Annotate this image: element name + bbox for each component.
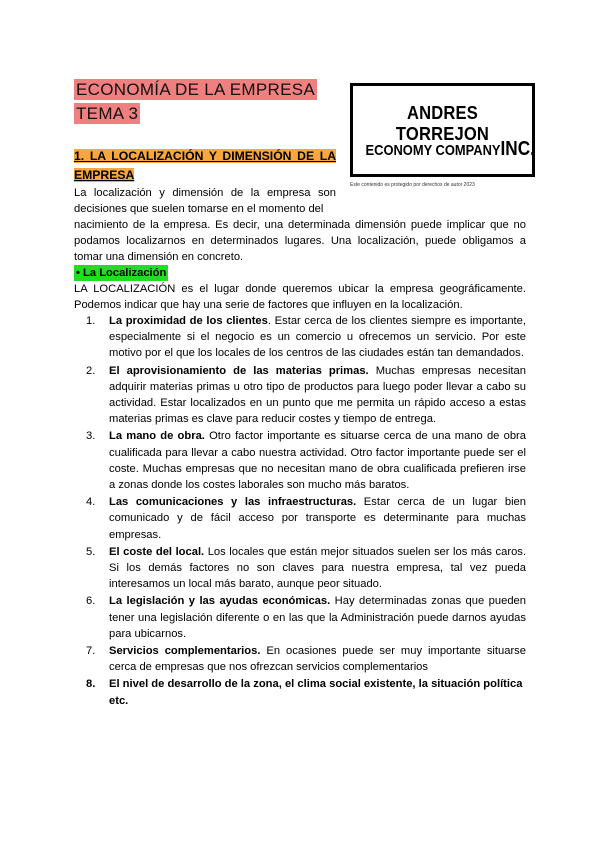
list-item: 3. La mano de obra. Otro factor importante es situarse cerca de una mano de obra cualificada para llevar a cabo nuestra actividad. Otro factor importante puede ser el coste. Muchas empresas que no necesitan mano de obra cualificada prefieren irse a zonas donde los costes laborales son mucho más baratos.	[86, 430, 526, 492]
logo-company	[365, 138, 535, 161]
list-item: 1. La proximidad de los clientes. Estar cerca de los clientes siempre es importante, especialmente si el negocio es un comercio u ofrecemos un servicio. Por este motivo por el que los locales de los centros de las ciudades están tan demandados.	[86, 315, 526, 360]
list-item: 2. El aprovisionamiento de las materias primas. Muchas empresas necesitan adquirir materias primas u otro tipo de productos para luego poder llevar a cabo su actividad. Estar localizados en un punto que me permita un rápido acceso a estas materias primas es clave para reducir costes y tiempo de entrega.	[86, 364, 526, 426]
intro-paragraph-continued: nacimiento de la empresa. Es decir, una determinada dimensión puede implicar que no podamos localizarnos en determinados lugares. Una localización, puede obligamos a tomar una dimensión en concreto.	[74, 219, 526, 264]
list-item: 6. La legislación y las ayudas económicas. Hay determinadas zonas que pueden tener una legislación diferente o en las que la Administración puede darnos ayudas para ubicarnos.	[86, 595, 527, 640]
topic-number: TEMA 3	[76, 104, 139, 123]
list-item: 4. Las comunicaciones y las infraestructuras. Estar cerca de un lugar bien comunicado y de fácil acceso por transporte es determinante para muchas empresas.	[86, 496, 526, 541]
document-title: ECONOMÍA DE LA EMPRESA	[76, 80, 315, 99]
list-item: 8. El nivel de desarrollo de la zona, el clima social existente, la situación política etc.	[86, 678, 523, 707]
subsection-heading: • La Localización	[76, 267, 167, 279]
intro-paragraph-start: La localización y dimensión de la empresa son decisiones que suelen tomarse en el momento del	[74, 187, 336, 216]
section-heading-text: 1. LA LOCALIZACIÓN Y DIMENSIÓN DE LA EMPRESA	[74, 149, 336, 182]
logo-company-main: ECONOMY COMPANY	[365, 142, 501, 159]
logo-company-suffix: INC.	[500, 138, 535, 160]
company-logo	[350, 83, 535, 177]
factors-list	[86, 313, 526, 710]
logo-caption: Este contenido es protegido por derechos de autor 2023	[350, 182, 475, 188]
logo-name: ANDRES TORREJON	[395, 103, 490, 144]
list-item: 7. Servicios complementarios. En ocasiones puede ser muy importante situarse cerca de empresas que nos ofrezcan servicios complementarios	[86, 645, 526, 674]
list-item: 5. El coste del local. Los locales que están mejor situados suelen ser los más caros. Si los demás factores no son claves para nuestra empresa, tal vez pueda interesamos un local más barato, aunque peor situado.	[86, 545, 527, 591]
localizacion-paragraph: LA LOCALIZACIÓN es el lugar donde queremos ubicar la empresa geográficamente. Podemos indicar que hay una serie de factores que influyen en la localización.	[74, 283, 526, 312]
section-heading	[74, 147, 336, 185]
